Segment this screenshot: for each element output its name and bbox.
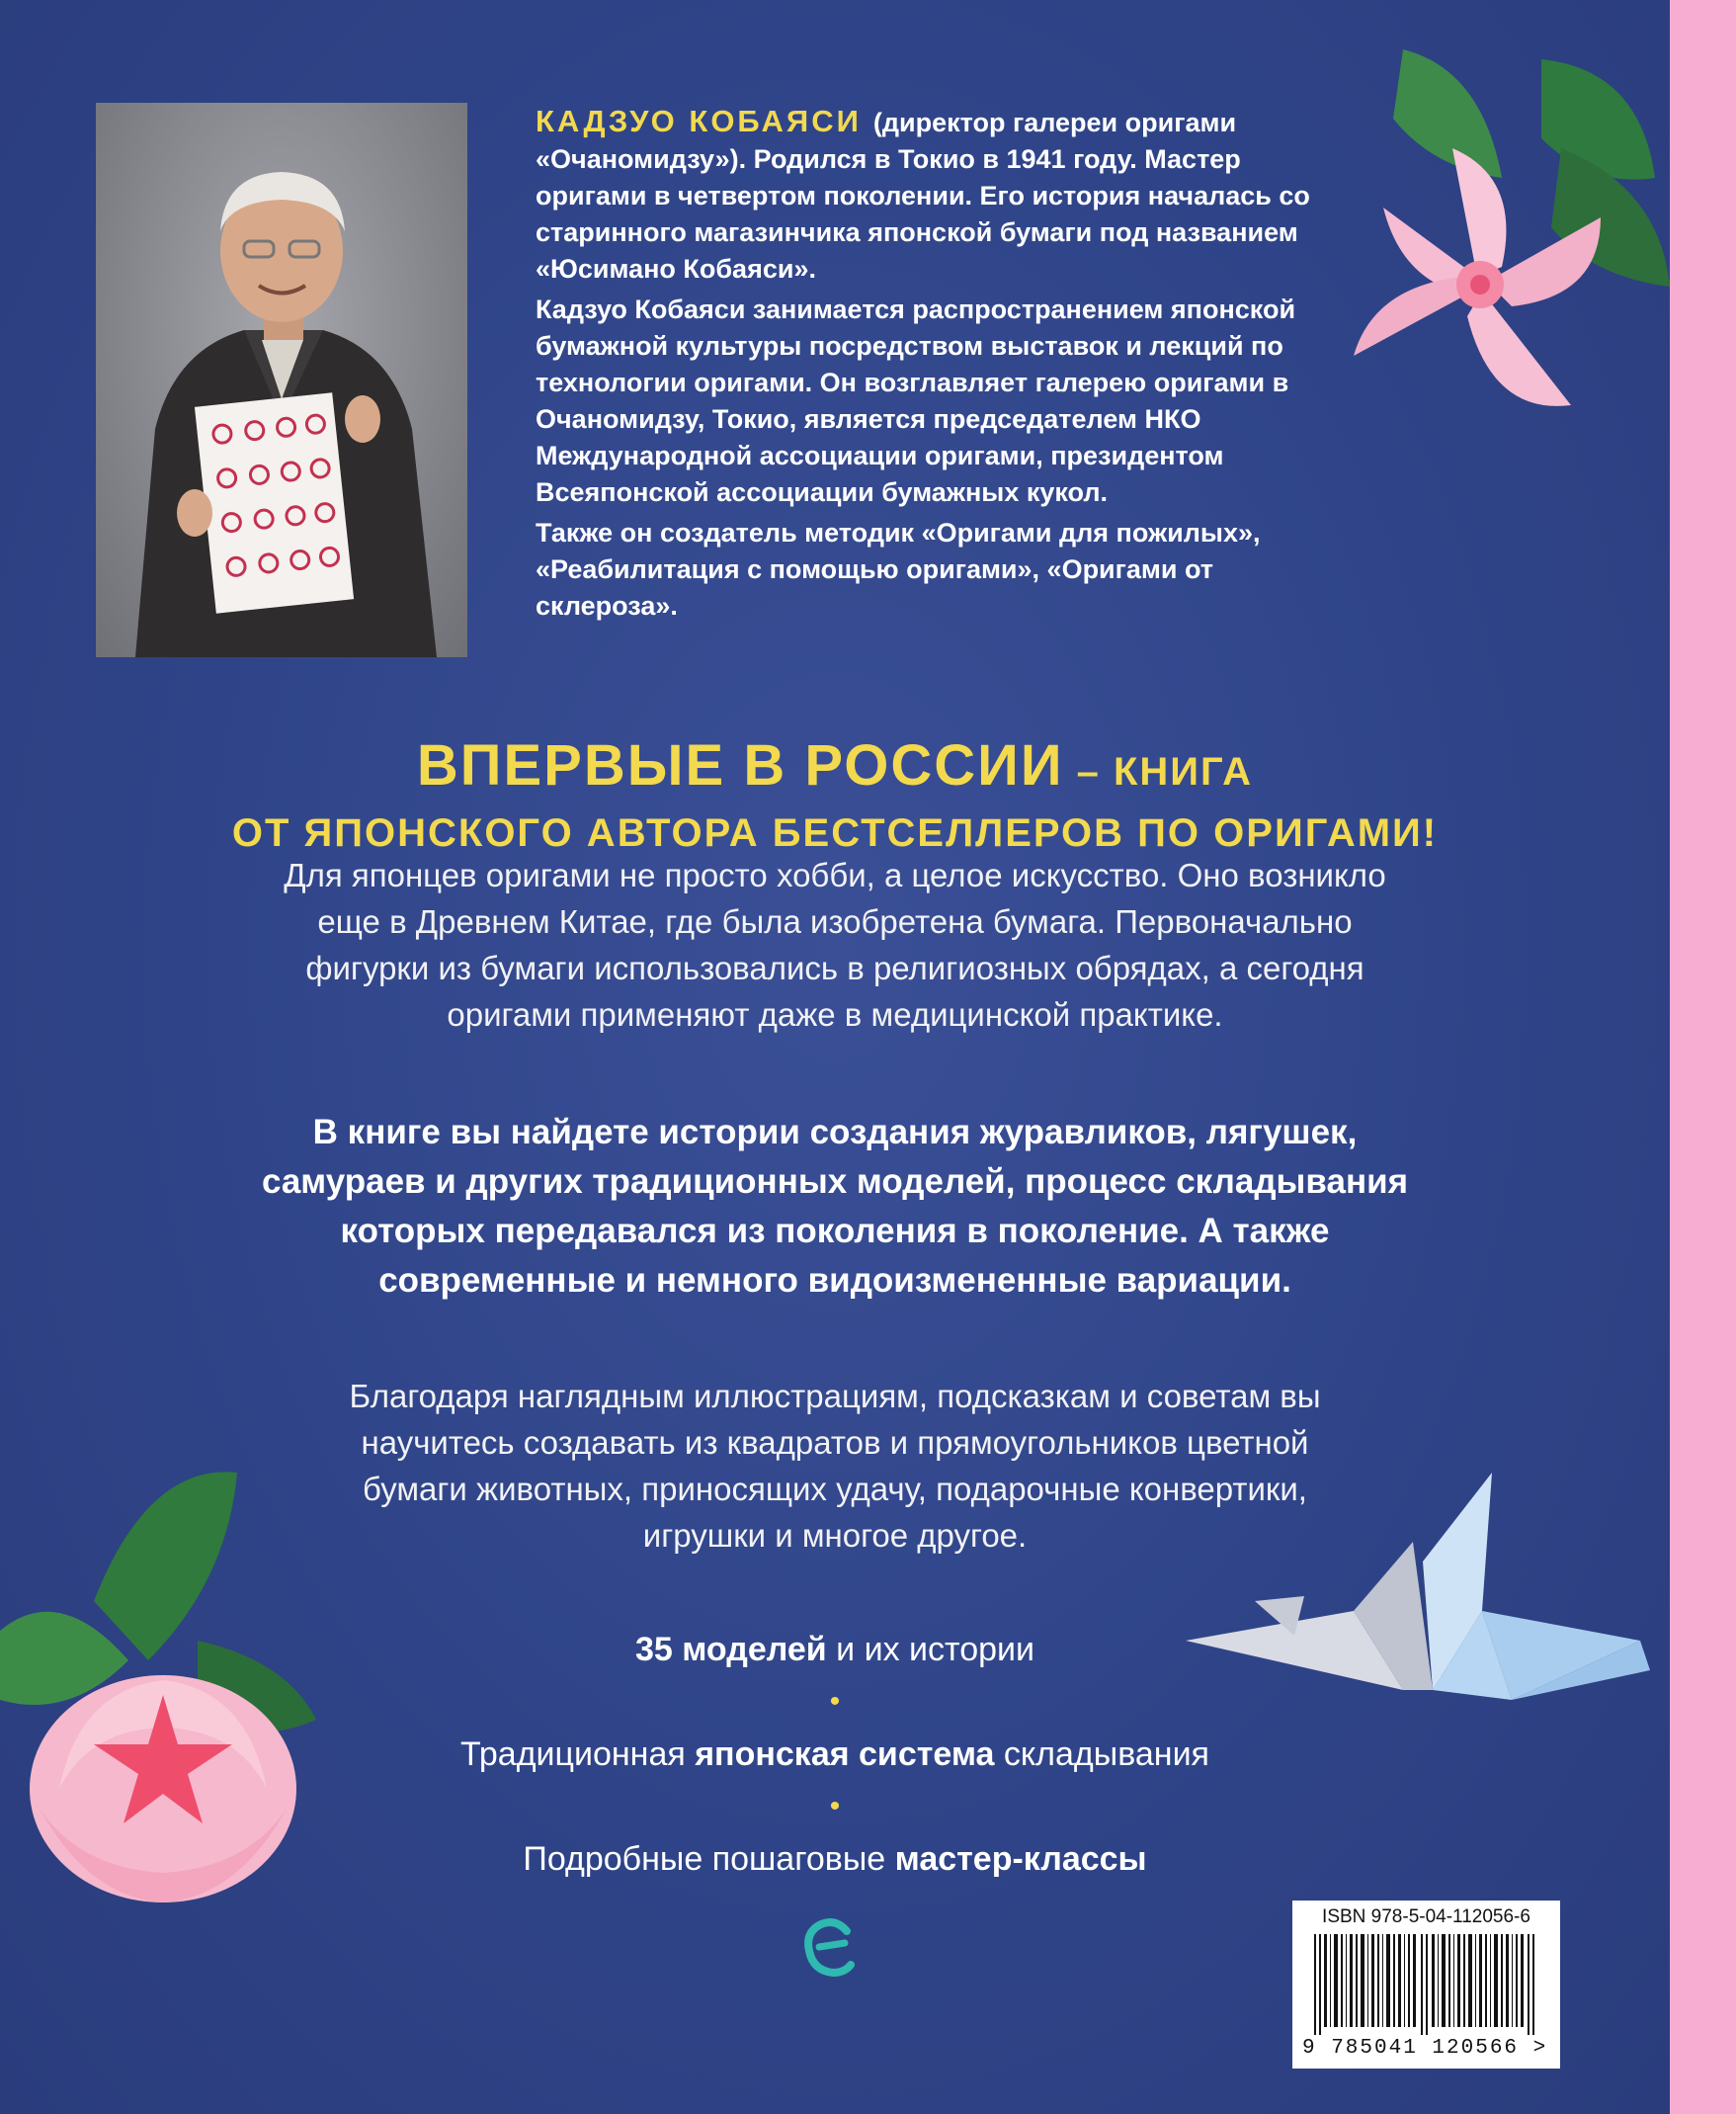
bold-line: которых передавался из поколения в поколение. А также xyxy=(340,1212,1330,1250)
publisher-logo-icon xyxy=(803,1915,855,1979)
bullet-dot: • xyxy=(829,1790,841,1822)
barcode-digits: 9 785041 120566 > xyxy=(1302,2037,1548,2060)
headline xyxy=(0,733,1670,858)
origami-flower-icon xyxy=(1314,30,1670,474)
bio-paragraph-3: Также он создатель методик «Оригами для пожилых», «Реабилитация с помощью оригами», «Оригами от склероза». xyxy=(536,518,1261,621)
bio-paragraph-1 xyxy=(536,103,1346,288)
para3-line: Благодаря наглядным иллюстрациям, подсказкам и советам вы xyxy=(349,1378,1321,1414)
bio-paragraph-2: Кадзуо Кобаяси занимается распространением японской бумажной культуры посредством выставок и лекций по технологии оригами. Он возглавляет галерею оригами в Очаномидзу, Токио, является председателем НКО Международной ассоциации оригами, президентом Всеяпонской ассоциации бумажных кукол. xyxy=(536,295,1296,507)
bio-intro: (директор галереи оригами «Очаномидзу»). Родился в Токио в 1941 году. Мастер оригами в четвертом поколении. Его история началась со старинного магазинчика японской бумаги под названием «Юсимано Кобаяси». xyxy=(536,108,1310,284)
author-bio xyxy=(536,103,1346,629)
author-photo xyxy=(96,103,467,657)
isbn-barcode xyxy=(1292,1901,1560,2069)
headline-line-2: ОТ ЯПОНСКОГО АВТОРА БЕСТСЕЛЛЕРОВ ПО ОРИГАМИ! xyxy=(231,811,1439,855)
bold-line: В книге вы найдете истории создания журавликов, лягушек, xyxy=(312,1113,1358,1151)
intro-paragraph xyxy=(0,852,1670,1038)
bullet-dot: • xyxy=(829,1685,841,1718)
feature-item: Подробные пошаговые мастер-классы xyxy=(523,1840,1147,1878)
barcode-bars-icon xyxy=(1314,1934,1541,2035)
para3-line: игрушки и многое другое. xyxy=(642,1517,1028,1554)
isbn-label: ISBN 978-5-04-112056-6 xyxy=(1322,1906,1530,1927)
spine-strip xyxy=(1670,0,1736,2114)
intro-line: фигурки из бумаги использовались в религиозных обрядах, а сегодня xyxy=(305,950,1364,986)
headline-small: – КНИГА xyxy=(1063,750,1254,794)
intro-line: еще в Древнем Китае, где была изобретена бумага. Первоначально xyxy=(317,903,1353,940)
author-name: КАДЗУО КОБАЯСИ xyxy=(536,104,862,138)
headline-line-1 xyxy=(0,733,1670,804)
headline-big: ВПЕРВЫЕ В РОССИИ xyxy=(416,733,1064,798)
origami-lotus-icon xyxy=(0,1463,326,1927)
feature-item: 35 моделей и их истории xyxy=(634,1631,1035,1668)
book-contents-paragraph xyxy=(0,1108,1670,1306)
feature-item: Традиционная японская система складывания xyxy=(460,1735,1209,1773)
intro-line: Для японцев оригами не просто хобби, а целое искусство. Оно возникло xyxy=(284,857,1386,893)
origami-crane-icon xyxy=(1186,1463,1660,1739)
para3-line: научитесь создавать из квадратов и прямоугольников цветной xyxy=(361,1424,1309,1461)
intro-line: оригами применяют даже в медицинской практике. xyxy=(447,996,1223,1033)
bold-line: самураев и других традиционных моделей, процесс складывания xyxy=(261,1162,1409,1201)
para3-line: бумаги животных, приносящих удачу, подарочные конвертики, xyxy=(363,1471,1307,1507)
bold-line: современные и немного видоизмененные вариации. xyxy=(378,1261,1291,1300)
